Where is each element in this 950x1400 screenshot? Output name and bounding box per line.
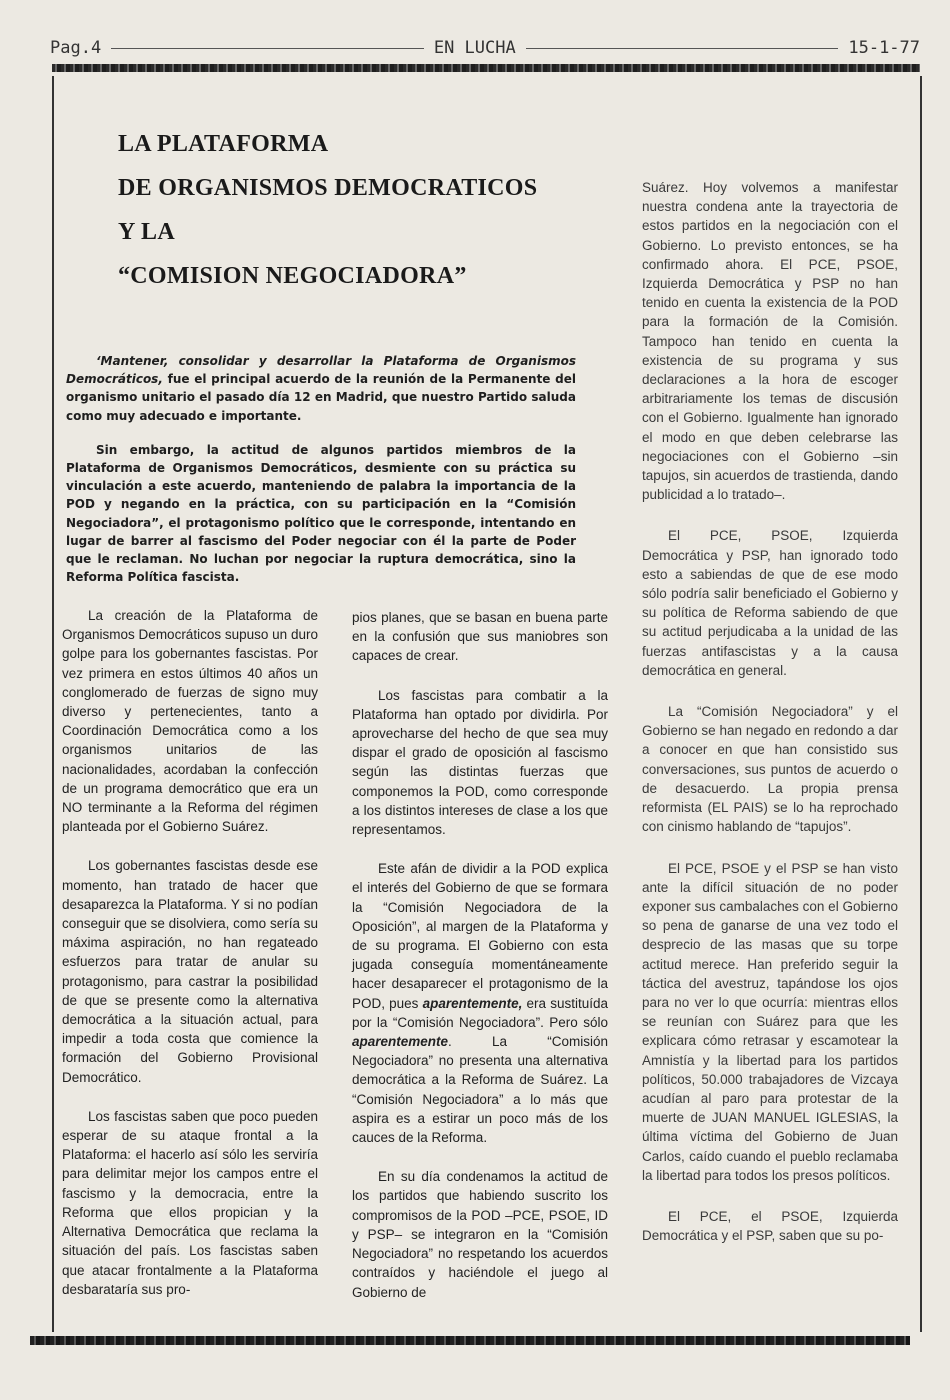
header-rule-left	[111, 48, 424, 49]
column2-paragraph: pios planes, que se basan en buena parte en la confusión que sus maniobres son capaces de crear.	[352, 610, 608, 664]
body-column-1	[62, 606, 318, 1299]
header-rule-right	[526, 48, 839, 49]
emphasis-text: aparentemente,	[422, 995, 523, 1011]
body-column-3	[642, 178, 898, 1245]
article-headline	[118, 122, 618, 298]
headline-line-4: “COMISION NEGOCIADORA”	[118, 263, 467, 289]
publication-name: EN LUCHA	[433, 38, 516, 58]
bottom-border-bar	[30, 1336, 910, 1345]
column2-paragraph: En su día condenamos la actitud de los partidos que habiendo suscrito los compromisos de la POD –PCE, PSOE, ID y PSP– se integraron en la “Comisión Negociadora” no respetando los acuerdos contraídos y haciéndole el juego al Gobierno de	[352, 1169, 608, 1300]
top-border-bar	[52, 64, 920, 72]
column3-paragraph: La “Comisión Negociadora” y el Gobierno se han negado en redondo a dar a conocer en que han consistido sus conversaciones, sus puntos de acuerdo o de desacuerdo. La propia prensa reformista (EL PAIS) se lo ha reprochado con cinismo hablando de “tapujos”.	[642, 704, 898, 835]
column3-paragraph: Suárez. Hoy volvemos a manifestar nuestra condena ante la trayectoria de estos partidos en la negociación con el Gobierno. Lo previsto entonces, se ha confirmado ahora. El PCE, PSOE, Izquierda Democrática y PSP no han tenido en cuenta la existencia de la POD para la formación de la Comisión. Tampoco han tenido en cuenta la existencia de su programa y sus declaraciones a la hora de escoger arbitrariamente los temas de discusión con el Gobierno. Igualmente han ignorado el modo en que deben celebrarse las negociaciones con el Gobierno –sin tapujos, sin acuerdos de trastienda, dando publicidad a lo tratado–.	[642, 180, 898, 503]
page-number: Pag.4	[50, 38, 102, 58]
column3-paragraph: El PCE, el PSOE, Izquierda Democrática y el PSP, saben que su po-	[642, 1208, 898, 1244]
issue-date: 15-1-77	[848, 38, 921, 58]
lead-quote: ‘Mantener, consolidar y desarrollar la Plataforma de Organismos Democráticos,	[66, 354, 576, 387]
headline-line-1: LA PLATAFORMA	[118, 131, 329, 157]
lead-paragraph-1: ‘Mantener, consolidar y desarrollar la Plataforma de Organismos Democráticos, fue el principal acuerdo de la reunión de la Permanente del organismo unitario el pasado día 12 en Madrid, que nuestro Partido saluda como muy adecuado e importante.	[66, 354, 576, 423]
column3-paragraph: El PCE, PSOE y el PSP se han visto ante la difícil situación de no poder exponer sus cambalaches con el Gobierno so pena de ganarse de una vez todo el desprecio de las masas que su torpe actitud merece. Han preferido seguir la táctica del avestruz, tapándose los ojos para no ver lo que ocurría: mientras ellos se reunían con Suárez para que les explicara cómo retrasar y escamotear la Amnistía y la libertad para los partidos políticos, 50.000 trabajadores de Vizcaya acudían al paro para protestar de la muerte de JUAN MANUEL IGLESIAS, la última víctima del Gobierno de Juan Carlos, caído cuando el pueblo reclamaba la libertad para todos los presos políticos.	[642, 860, 898, 1183]
page-header	[50, 36, 920, 60]
body-column-2	[352, 608, 608, 1302]
column2-paragraph: Este afán de dividir a la POD explica el interés del Gobierno de que se formara la “Comisión Negociadora de la Oposición”, al margen de la Plataforma y de su programa. El Gobierno con esta jugada conseguía momentáneamente hacer desaparecer el protagonismo de la POD, pues aparentemente, era sustituída por la “Comisión Negociadora”. Pero sólo aparentemente. La “Comisión Negociadora” no presenta una alternativa democrática a la Reforma de Suárez. La “Comisión Negociadora” a lo más que aspira es a estirar un poco más de los cauces de la Reforma.	[352, 861, 608, 1146]
column3-paragraph: El PCE, PSOE, Izquierda Democrática y PSP, han ignorado todo esto a sabiendas de que de ese modo sólo podría salir beneficiado el Gobierno y su política de Reforma sabiendo de que su actitud perjudicaba a la unidad de las fuerzas antifascistas y a la causa democrática en general.	[642, 528, 898, 678]
lead-paragraph-2: Sin embargo, la actitud de algunos partidos miembros de la Plataforma de Organismos Democráticos, desmiente con su práctica su vinculación a este acuerdo, manteniendo de palabra la importancia de la POD y negando en la práctica, con su participación en la “Comisión Negociadora”, el protagonismo político que le corresponde, intentando en lugar de barrer al fascismo del Poder negociar con él la parte de Poder que le reclaman. No luchan por negociar la ruptura democrática, sino la Reforma Política fascista.	[66, 442, 576, 585]
column1-paragraph: Los gobernantes fascistas desde ese momento, han tratado de hacer que desaparezca la Plataforma. Y si no podían conseguir que se disolviera, como sería su máxima aspiración, no han regateado esfuerzos para tratar de anular su protagonismo, para castrar la posibilidad de que se presente como la alternativa democrática a la situación actual, para impedir a toda costa que comience la formación del Gobierno Provisional Democrático.	[62, 858, 318, 1085]
column2-paragraph: Los fascistas para combatir a la Plataforma han optado por dividirla. Por aprovecharse del hecho de que sea muy dispar el grado de oposición al fascismo según las distintas fuerzas que componemos la POD, como corresponde a los distintos intereses de clase a los que representamos.	[352, 687, 608, 838]
headline-line-3: Y LA	[118, 219, 175, 245]
column1-paragraph: Los fascistas saben que poco pueden esperar de su ataque frontal a la Plataforma: el hacerlo así sólo les serviría para delimitar mejor los campos entre el fascismo y la democracia, entre la Reforma que ellos propician y la Alternativa Democrática que reclama la situación del país. Los fascistas saben que atacar frontalmente a la Plataforma desbarataría sus pro-	[62, 1108, 318, 1297]
lead-paragraphs	[66, 352, 576, 586]
emphasis-text: aparentemente	[352, 1034, 449, 1050]
headline-line-2: DE ORGANISMOS DEMOCRATICOS	[118, 175, 538, 201]
column1-paragraph: La creación de la Plataforma de Organismos Democráticos supuso un duro golpe para los gobernantes fascistas. Por vez primera en estos últimos 40 años un conglomerado de fuerzas de signo muy diverso y pertenecientes, tanto a Coordinación Democrática como a los organismos unitarios de las nacionalidades, acordaban la confección de un programa democrático que era un NO terminante a la Reforma del régimen planteada por el Gobierno Suárez.	[62, 608, 318, 835]
